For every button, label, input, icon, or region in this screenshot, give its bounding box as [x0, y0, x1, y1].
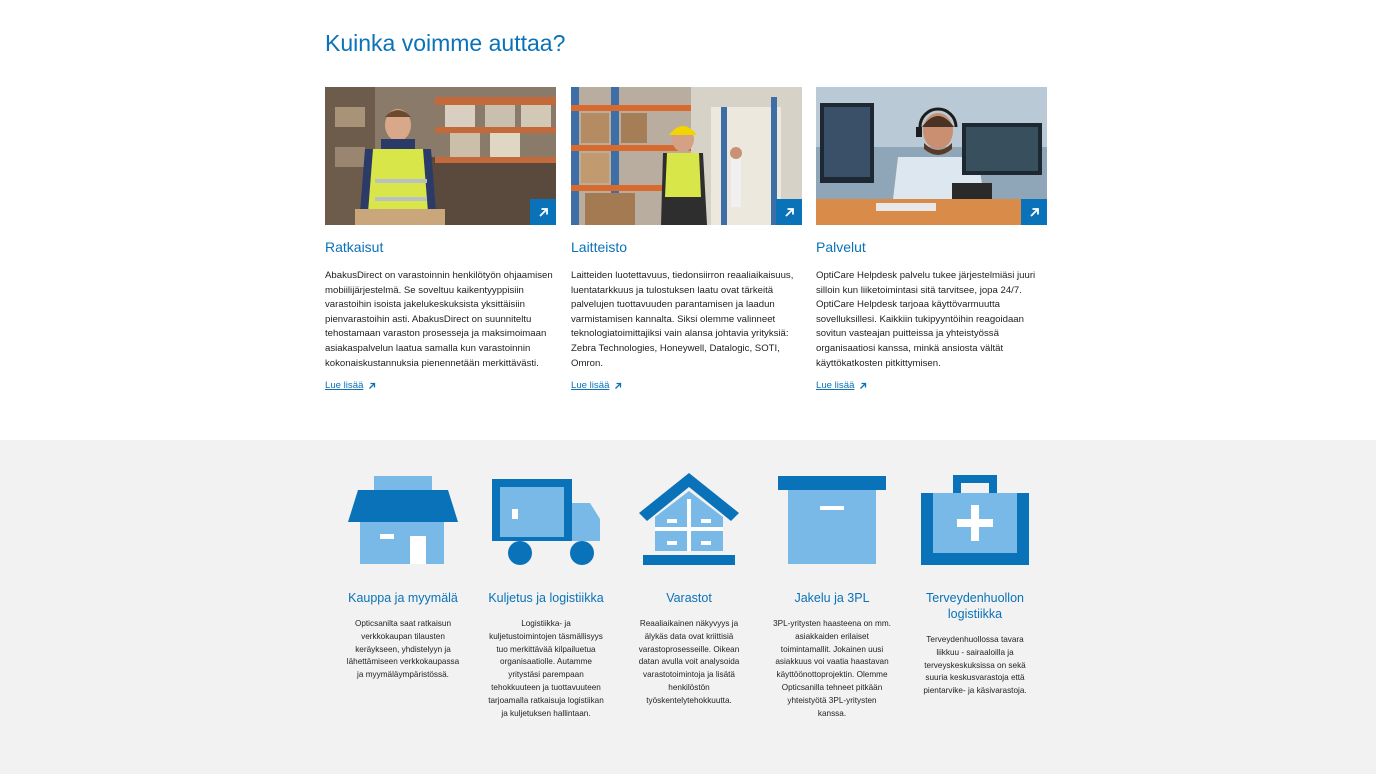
card-description: OptiCare Helpdesk palvelu tukee järjestelmiäsi juuri silloin kun liiketoimintasi sitä tarvitsee, jopa 24/7. OptiCare Helpdesk tarjoaa käyttövarmuutta sovelluksillesi. Kaikkiin tukipyyntöihin reagoidaan sovitun vasteajan puitteissa ja yhteistyössä organisaatiosi kanssa, minkä ansiosta vältät käyttökatkosten pitkittymisen. — [816, 270, 1036, 369]
warehouse-icon — [624, 470, 754, 570]
card-laitteisto — [571, 87, 802, 393]
arrow-up-right-icon — [538, 207, 549, 218]
segment-title: Jakelu ja 3PL — [794, 591, 870, 605]
segment-description: Logistiikka- ja kuljetustoimintojen täsmällisyys tuo merkittävää kilpailuetua organisaatiolle. Autamme yritystäsi parempaan tehokkuuteen ja tuottavuuteen tarjoamalla ratkaisuja logistiikan ja kuljetuksen hallintaan. — [488, 619, 604, 718]
card-title[interactable]: Ratkaisut — [325, 239, 384, 255]
industries-section — [0, 440, 1376, 774]
card-image-palvelut[interactable] — [816, 87, 1047, 225]
section-title: Kuinka voimme auttaa? — [325, 30, 566, 56]
helpdesk-photo — [816, 87, 1047, 225]
segment-title: Terveydenhuollon logistiikka — [926, 591, 1024, 621]
card-description: AbakusDirect on varastoinnin henkilötyön ohjaamisen mobiilijärjestelmä. Se soveltuu kaikentyyppisiin varastoihin isoista jakelukeskuksista yksittäisiin pienvarastoihin asti. AbakusDirect on suunniteltu tehostamaan varaston prosesseja ja maksimoimaan asiakaspalvelun laatua samalla kun varastoinnin kokonaiskustannuksia pienennetään merkittävästi. — [325, 270, 553, 369]
card-open-button[interactable] — [530, 199, 556, 225]
segment-description: Opticsanilta saat ratkaisun verkkokaupan tilausten keräykseen, yhdistelyyn ja lähettämiseen verkkokaupassa ja myymäläympäristössä. — [346, 619, 460, 680]
read-more-link[interactable] — [325, 380, 376, 391]
card-title[interactable]: Laitteisto — [571, 239, 628, 255]
read-more-link[interactable] — [571, 380, 622, 391]
store-icon — [338, 470, 468, 570]
segment-transport — [481, 470, 611, 720]
segment-description: Terveydenhuollossa tavara liikkuu - sairaaloilla ja terveyskeskuksissa on sekä suuria keskusvarastoja että pientarvike- ja käsivarastoja. — [923, 635, 1027, 696]
card-image-laitteisto[interactable] — [571, 87, 802, 225]
arrow-up-right-icon — [784, 207, 795, 218]
read-more-label: Lue lisää — [325, 380, 364, 392]
card-ratkaisut — [325, 87, 556, 393]
segment-title: Varastot — [666, 591, 712, 605]
arrow-up-right-icon — [859, 382, 867, 390]
box-icon — [767, 470, 897, 570]
segment-title: Kuljetus ja logistiikka — [488, 591, 604, 605]
segment-title: Kauppa ja myymälä — [348, 591, 458, 605]
truck-icon — [481, 470, 611, 570]
segment-distribution — [767, 470, 897, 720]
card-open-button[interactable] — [776, 199, 802, 225]
arrow-up-right-icon — [1029, 207, 1040, 218]
segment-description: Reaaliaikainen näkyvyys ja älykäs data ovat kriittisiä varastoprosesseille. Oikean datan avulla voit analysoida varastotoimintoja ja lisätä henkilöstön työskentelytehokkuutta. — [638, 619, 740, 705]
segment-healthcare — [910, 470, 1040, 698]
card-open-button[interactable] — [1021, 199, 1047, 225]
medical-kit-icon — [910, 470, 1040, 570]
arrow-up-right-icon — [368, 382, 376, 390]
card-image-ratkaisut[interactable] — [325, 87, 556, 225]
card-description: Laitteiden luotettavuus, tiedonsiirron reaaliaikaisuus, luentatarkkuus ja tulostuksen laatu ovat tärkeitä palvelujen tuottavuuden parantamisen ja laadun varmistamisen kannalta. Siksi olemme valinneet teknologiatoimittajiksi vain alansa johtavia yrityksiä: Zebra Technologies, Honeywell, Datalogic, SOTI, Omron. — [571, 270, 794, 369]
read-more-label: Lue lisää — [571, 380, 610, 392]
read-more-label: Lue lisää — [816, 380, 855, 392]
card-title[interactable]: Palvelut — [816, 239, 866, 255]
warehouse-scanner-photo — [571, 87, 802, 225]
segment-description: 3PL-yritysten haasteena on mm. asiakkaiden erilaiset toimintamallit. Jokainen uusi asiakkuus voi vaatia haastavan käyttöönottoprojektin. Olemme Opticsanilla tehneet pitkään yhteistyötä 3PL-yritysten kanssa. — [773, 619, 891, 718]
segment-store — [338, 470, 468, 682]
warehouse-worker-photo — [325, 87, 556, 225]
segment-warehouse — [624, 470, 754, 708]
card-palvelut — [816, 87, 1047, 393]
arrow-up-right-icon — [614, 382, 622, 390]
read-more-link[interactable] — [816, 380, 867, 391]
